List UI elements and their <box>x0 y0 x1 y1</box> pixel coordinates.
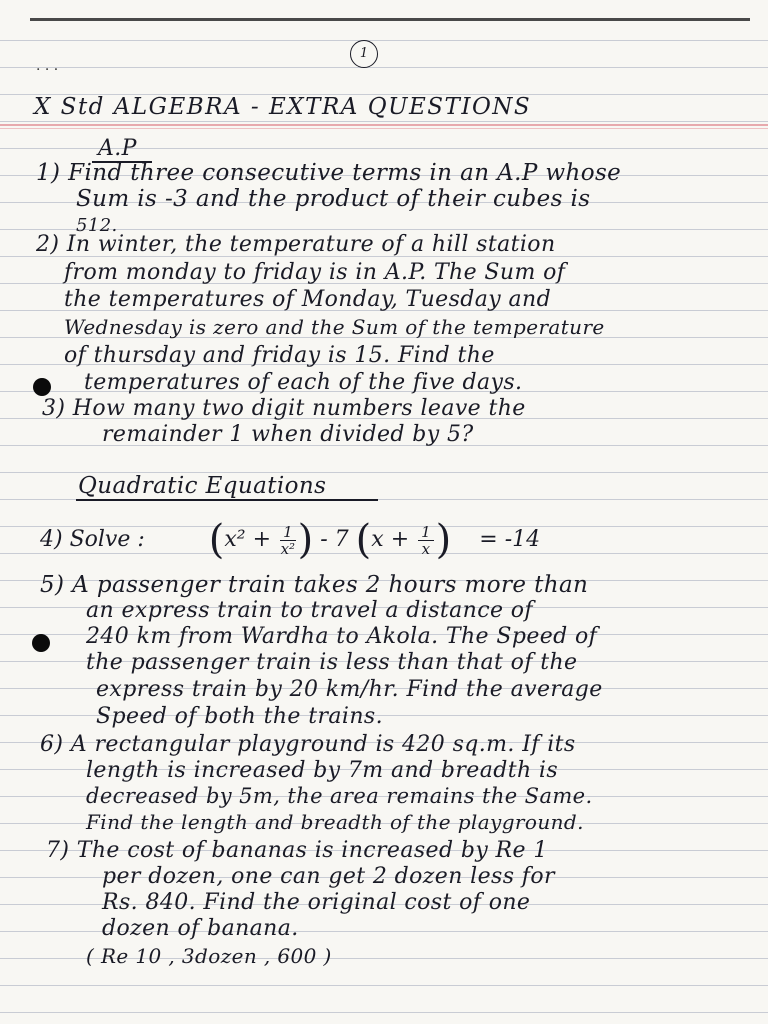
q4-x: x <box>371 527 384 552</box>
ap-line: from monday to friday is in A.P. The Sum of <box>64 260 566 285</box>
ap-heading: A.P <box>98 136 137 161</box>
q4-x-squared: x² <box>224 527 246 552</box>
ap-line: 2) In winter, the temperature of a hill station <box>36 232 556 257</box>
q4-fraction-1-over-x2: $\frac{1}{\text{x²}}$ <box>280 522 296 558</box>
quadratic-line: Find the length and breadth of the playground. <box>86 810 584 834</box>
bullet-dot <box>33 378 51 396</box>
ap-line: of thursday and friday is 15. Find the <box>64 343 495 368</box>
quadratic-line: 7) The cost of bananas is increased by Re 1 <box>46 838 548 863</box>
ap-line: Wednesday is zero and the Sum of the temperature <box>64 315 605 339</box>
quadratic-line: the passenger train is less than that of the <box>86 650 578 675</box>
q4-equation: 4) Solve : (x² + $\frac{1}{\text{x²}}$ ) - 7 (x + $\frac{1}{x}$ ) = -14 <box>40 517 541 563</box>
quadratic-line: an express train to travel a distance of <box>86 598 533 623</box>
q4-minus-seven: - 7 <box>320 527 349 552</box>
ap-line: 3) How many two digit numbers leave the <box>42 396 526 421</box>
ap-line: 1) Find three consecutive terms in an A.P whose <box>36 160 622 186</box>
quadratic-line: express train by 20 km/hr. Find the average <box>96 677 603 702</box>
margin-line-secondary <box>0 128 768 129</box>
margin-line <box>0 124 768 126</box>
quadratic-line: 5) A passenger train takes 2 hours more than <box>40 572 589 598</box>
quadratic-line: dozen of banana. <box>102 916 299 941</box>
ap-line: Sum is -3 and the product of their cubes is <box>76 186 591 212</box>
page-top-edge <box>30 18 750 21</box>
ap-line: 512. <box>76 215 118 236</box>
quadratic-line: 240 km from Wardha to Akola. The Speed of <box>86 624 598 649</box>
bullet-dot <box>32 634 50 652</box>
quadratic-line: Speed of both the trains. <box>96 704 383 729</box>
q4-label: 4) Solve : <box>40 527 145 552</box>
q4-rhs: = -14 <box>479 527 541 552</box>
q4-plus: + <box>252 527 272 552</box>
stray-dots: · · · <box>36 62 59 78</box>
ap-line: temperatures of each of the five days. <box>84 370 523 395</box>
quadratic-line: length is increased by 7m and breadth is <box>86 758 559 783</box>
answer-key: ( Re 10 , 3dozen , 600 ) <box>86 944 332 968</box>
quadratic-heading-underline <box>76 499 378 501</box>
page-number: 1 <box>350 40 378 68</box>
quadratic-line: decreased by 5m, the area remains the Same. <box>86 784 593 808</box>
quadratic-line: per dozen, one can get 2 dozen less for <box>102 864 555 889</box>
quadratic-heading: Quadratic Equations <box>78 473 327 499</box>
ap-line: remainder 1 when divided by 5? <box>102 422 474 447</box>
q4-fraction-1-over-x: $\frac{1}{x}$ <box>418 524 434 557</box>
page-title: X Std ALGEBRA - EXTRA QUESTIONS <box>34 94 532 120</box>
quadratic-line: Rs. 840. Find the original cost of one <box>102 890 531 915</box>
ap-line: the temperatures of Monday, Tuesday and <box>64 287 552 312</box>
quadratic-line: 6) A rectangular playground is 420 sq.m. If its <box>40 732 576 757</box>
